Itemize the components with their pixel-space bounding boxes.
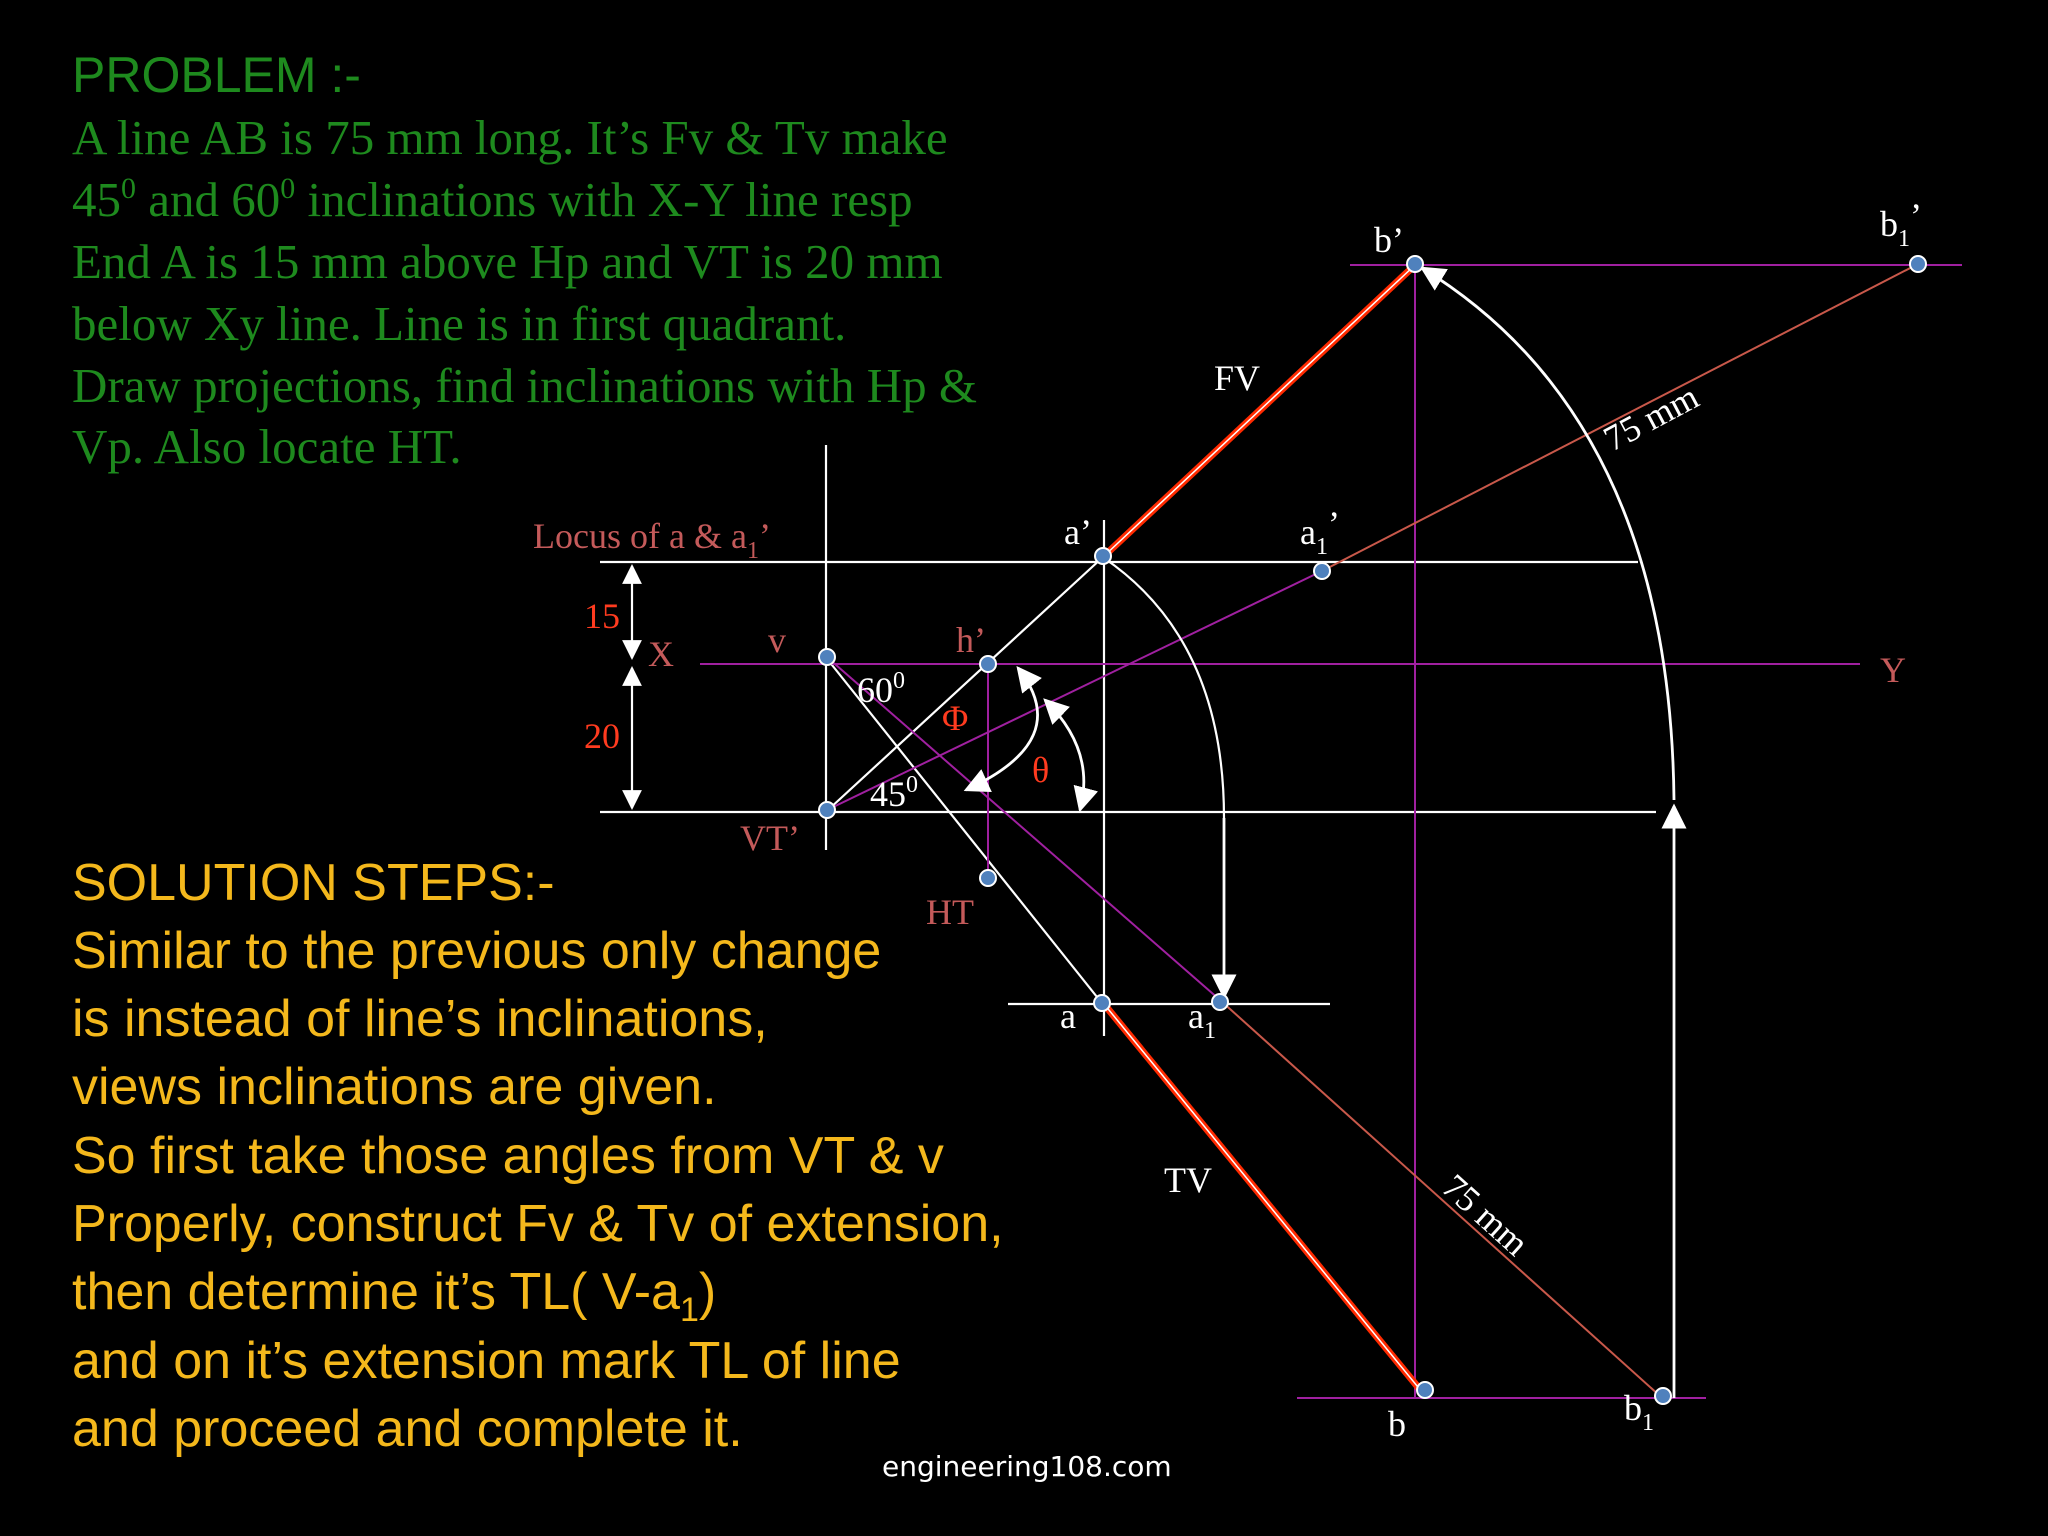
point-v [819, 649, 835, 665]
point-b1 [1655, 1388, 1671, 1404]
label-angle-60: $60^0$ [857, 668, 905, 710]
phi-angle-arc [966, 668, 1038, 790]
true-length-extensions [1220, 264, 1918, 1396]
solution-heading: SOLUTION STEPS:- [72, 854, 555, 912]
label-a-prime: a’ [1064, 512, 1092, 552]
label-theta: θ [1032, 750, 1050, 790]
swing-arc-a [1104, 558, 1224, 818]
label-h-prime: h’ [956, 620, 986, 660]
problem-block [72, 47, 977, 474]
problem-line-1: A line AB is 75 mm long. It’s Fv & Tv make [72, 110, 948, 165]
label-y: Y [1880, 650, 1906, 690]
swing-arc-front [1422, 268, 1674, 800]
point-vt-prime [819, 802, 835, 818]
label-v: v [768, 620, 786, 660]
label-b-prime: b’ [1374, 220, 1404, 260]
label-a1-prime: $a_1$’ [1300, 504, 1340, 560]
solution-line-3: views inclinations are given. [72, 1058, 717, 1116]
label-locus: Locus of a & $a_1$’ [533, 516, 771, 564]
label-dim-top: 75 mm [1596, 376, 1705, 460]
point-b1-prime [1910, 256, 1926, 272]
label-dim-20: 20 [584, 716, 620, 756]
label-fv: FV [1214, 358, 1261, 398]
label-a1: $a_1$ [1188, 996, 1216, 1044]
problem-line-3: End A is 15 mm above Hp and VT is 20 mm [72, 234, 943, 289]
point-a1-prime [1314, 563, 1330, 579]
problem-line-4: below Xy line. Line is in first quadrant. [72, 296, 847, 351]
problem-line-6: Vp. Also locate HT. [72, 419, 462, 474]
solution-line-4: So first take those angles from VT & v [72, 1127, 944, 1185]
point-b [1417, 1382, 1433, 1398]
label-vt-prime: VT’ [740, 818, 800, 858]
theta-angle-arc [1045, 700, 1084, 810]
footer-credit: engineering108.com [882, 1450, 1172, 1483]
label-a: a [1060, 996, 1076, 1036]
solution-line-8: and proceed and complete it. [72, 1400, 743, 1458]
label-phi: Φ [942, 698, 969, 738]
problem-heading: PROBLEM :- [72, 47, 361, 103]
front-view-highlight [1103, 265, 1415, 557]
label-angle-45: $45^0$ [870, 772, 918, 814]
label-tv: TV [1164, 1160, 1212, 1200]
problem-line-2: $45^0$ and $60^0$ inclinations with X-Y line resp [72, 172, 913, 227]
label-dim-bottom: 75 mm [1434, 1166, 1537, 1264]
label-b1-prime: $b_1$’ [1880, 196, 1922, 252]
point-a [1094, 995, 1110, 1011]
point-b-prime [1407, 256, 1423, 272]
solution-block [72, 854, 1004, 1458]
label-dim-15: 15 [584, 596, 620, 636]
top-view-highlight [1104, 1004, 1422, 1392]
solution-line-6: then determine it’s TL( $V-a_1$) [72, 1263, 717, 1329]
label-ht: HT [926, 892, 974, 932]
solution-line-1: Similar to the previous only change [72, 922, 882, 980]
problem-line-5: Draw projections, find inclinations with Hp & [72, 358, 977, 413]
label-x: X [648, 634, 674, 674]
label-b: b [1388, 1404, 1406, 1444]
point-a-prime [1095, 548, 1111, 564]
solution-line-7: and on it’s extension mark TL of line [72, 1332, 901, 1390]
label-b1: $b_1$ [1624, 1388, 1654, 1436]
solution-line-5: Properly, construct Fv & Tv of extension, [72, 1195, 1004, 1253]
projection-views [1103, 265, 1422, 1392]
point-a1 [1212, 994, 1228, 1010]
solution-line-2: is instead of line’s inclinations, [72, 990, 768, 1048]
point-ht [980, 870, 996, 886]
